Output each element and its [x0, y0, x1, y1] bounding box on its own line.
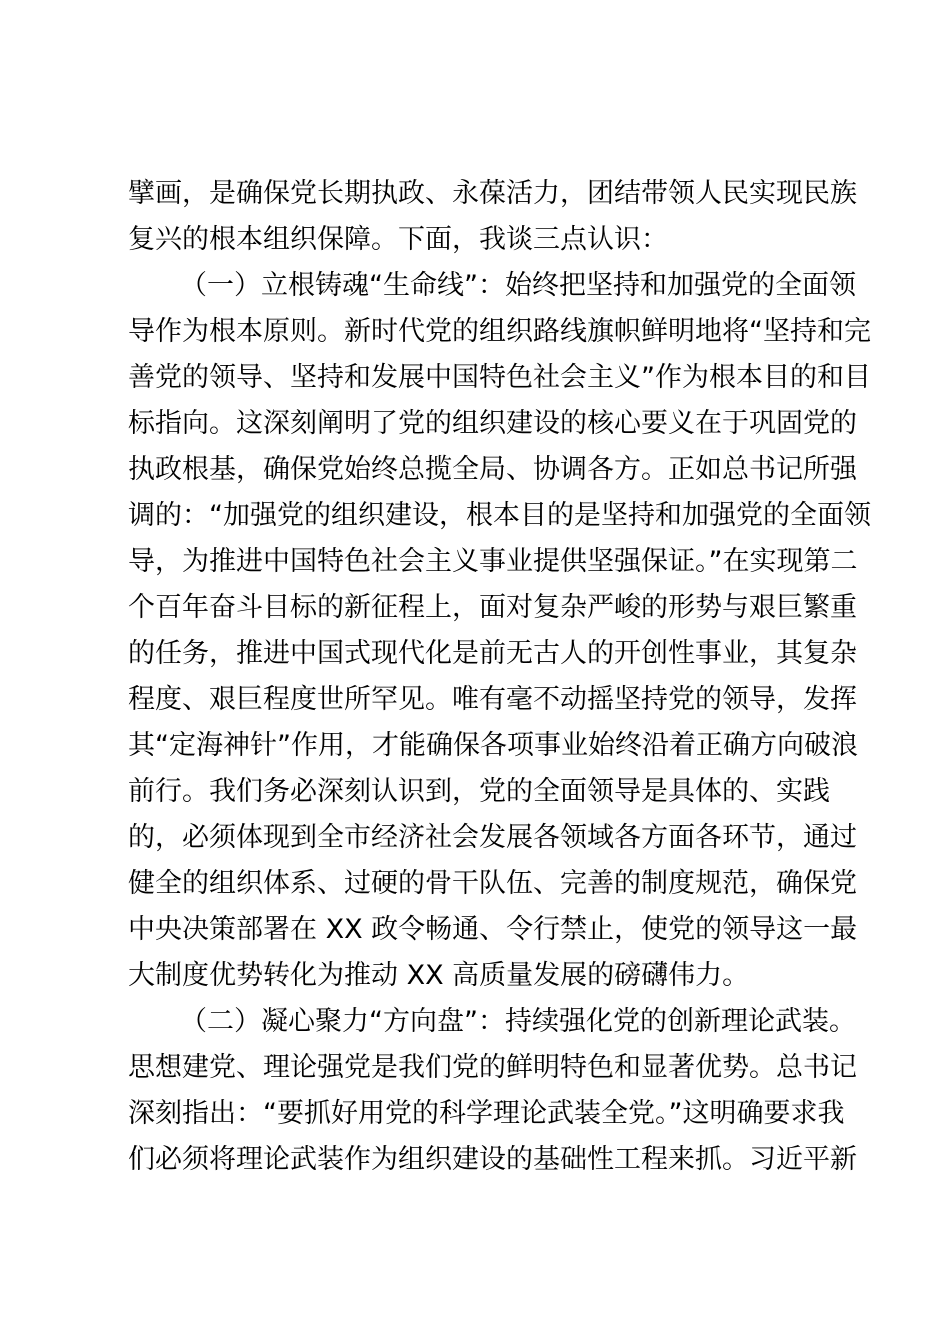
text-line: 复兴的根本组织保障。下面，我谈三点认识：: [128, 224, 668, 255]
text-line: 们必须将理论武装作为组织建设的基础性工程来抓。习近平新: [128, 1144, 857, 1175]
text-line: 导，为推进中国特色社会主义事业提供坚强保证。”在实现第二: [128, 546, 858, 577]
paragraph-heading-1: （一）立根铸魂“生命线”：始终把坚持和加强党的全面领: [180, 270, 856, 301]
text-line: 调的：“加强党的组织建设，根本目的是坚持和加强党的全面领: [128, 500, 871, 531]
text-line: 深刻指出：“要抓好用党的科学理论武装全党。”这明确要求我: [128, 1098, 845, 1129]
text-line: 的，必须体现到全市经济社会发展各领域各方面各环节，通过: [128, 822, 857, 853]
text-line: 标指向。这深刻阐明了党的组织建设的核心要义在于巩固党的: [128, 408, 857, 439]
text-line: 健全的组织体系、过硬的骨干队伍、完善的制度规范，确保党: [128, 868, 857, 899]
text-line: 执政根基，确保党始终总揽全局、协调各方。正如总书记所强: [128, 454, 857, 485]
text-line: 前行。我们务必深刻认识到，党的全面领导是具体的、实践: [128, 776, 830, 807]
text-line: 其“定海神针”作用，才能确保各项事业始终沿着正确方向破浪: [128, 730, 858, 761]
paragraph-heading-2: （二）凝心聚力“方向盘”：持续强化党的创新理论武装。: [180, 1006, 856, 1037]
text-line: 善党的领导、坚持和发展中国特色社会主义”作为根本目的和目: [128, 362, 871, 393]
text-line: 思想建党、理论强党是我们党的鲜明特色和显著优势。总书记: [128, 1052, 857, 1083]
text-line: 大制度优势转化为推动 XX 高质量发展的磅礴伟力。: [128, 960, 750, 991]
text-line: 导作为根本原则。新时代党的组织路线旗帜鲜明地将“坚持和完: [128, 316, 871, 347]
text-line: 程度、艰巨程度世所罕见。唯有毫不动摇坚持党的领导，发挥: [128, 684, 857, 715]
text-line: 个百年奋斗目标的新征程上，面对复杂严峻的形势与艰巨繁重: [128, 592, 857, 623]
text-line: 的任务，推进中国式现代化是前无古人的开创性事业，其复杂: [128, 638, 857, 669]
text-line: 擘画，是确保党长期执政、永葆活力，团结带领人民实现民族: [128, 178, 857, 209]
text-line: 中央决策部署在 XX 政令畅通、令行禁止，使党的领导这一最: [128, 914, 858, 945]
